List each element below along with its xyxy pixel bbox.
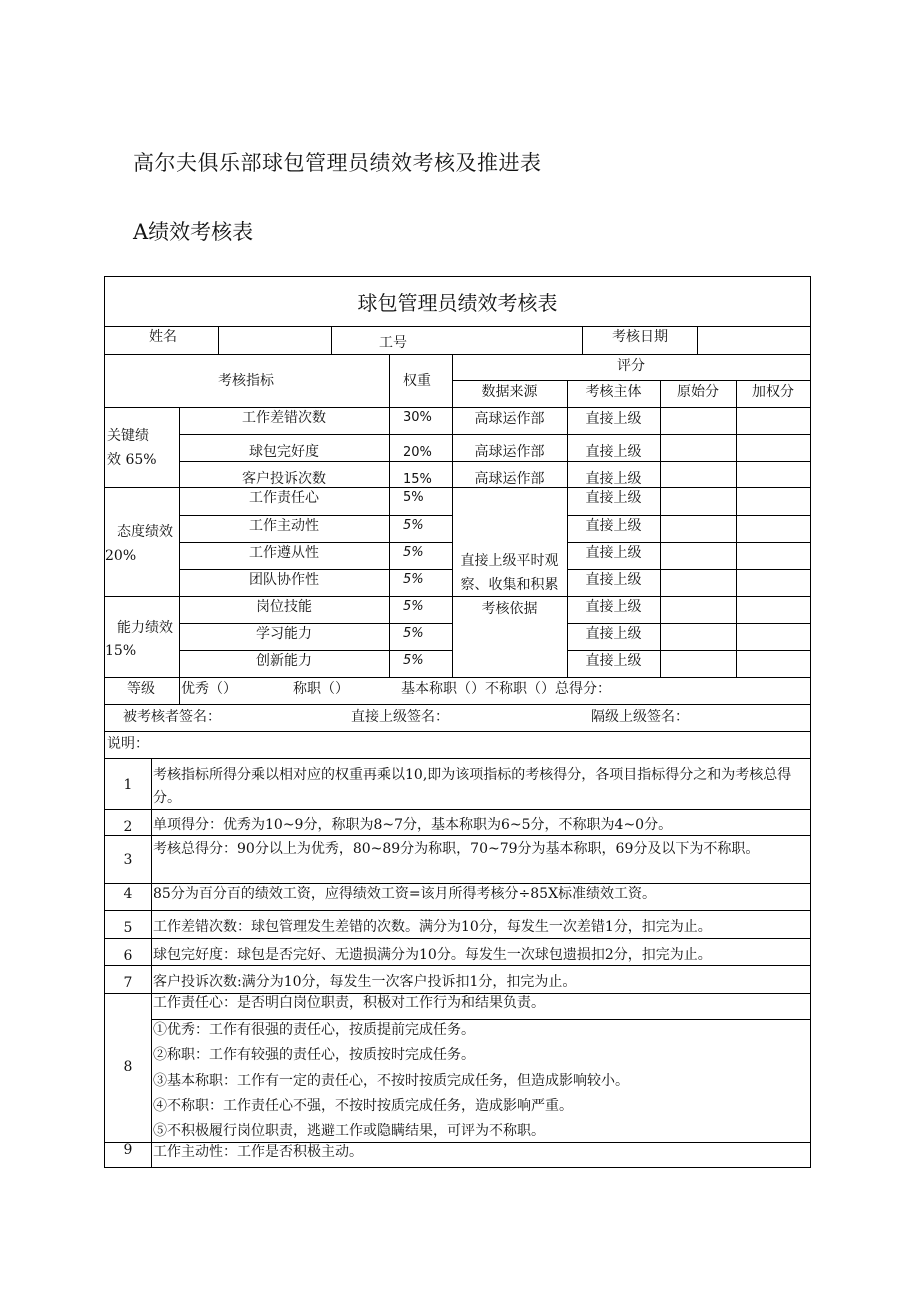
indicator-cell: 团队协作性 xyxy=(249,572,319,588)
note-text: 工作差错次数：球包管理发生差错的次数。满分为10分，每发生一次差错1分，扣完为止。 xyxy=(153,919,712,935)
header-subject: 考核主体 xyxy=(585,384,642,400)
note-text: ①优秀：工作有很强的责任心，按质提前完成任务。 xyxy=(153,1022,475,1038)
note-text: ④不称职：工作责任心不强，不按时按质完成任务，造成影响严重。 xyxy=(153,1098,573,1114)
note-number: 4 xyxy=(123,886,133,902)
employee-id-field[interactable] xyxy=(405,327,575,353)
note-number: 7 xyxy=(123,975,133,991)
weight-cell: 15% xyxy=(403,472,432,487)
subject-cell: 直接上级 xyxy=(585,444,642,460)
subject-cell: 直接上级 xyxy=(585,545,642,561)
indicator-cell: 工作差错次数 xyxy=(242,410,326,426)
weight-cell: 5% xyxy=(403,518,424,533)
subject-cell: 直接上级 xyxy=(585,572,642,588)
document-title: 高尔夫俱乐部球包管理员绩效考核及推进表 xyxy=(133,151,542,175)
group-attitude-percent: 20% xyxy=(105,548,137,564)
weight-cell: 30% xyxy=(403,410,432,425)
header-data-source: 数据来源 xyxy=(481,384,538,400)
note-text: ⑤不积极履行岗位职责，逃避工作或隐瞒结果，可评为不称职。 xyxy=(153,1123,545,1139)
note-text: 球包完好度：球包是否完好、无遗损满分为10分。每发生一次球包遗损扣2分，扣完为止。 xyxy=(153,947,712,963)
grade-basic[interactable]: 基本称职（）不称职（）总得分： xyxy=(401,681,611,697)
grade-competent[interactable]: 称职（） xyxy=(293,681,349,697)
name-value-field[interactable] xyxy=(219,327,330,353)
skip-level-signature[interactable]: 隔级上级签名： xyxy=(591,709,689,725)
note-number: 3 xyxy=(123,852,133,868)
note-text: 客户投诉次数:满分为10分，每发生一次客户投诉扣1分，扣完为止。 xyxy=(153,974,577,990)
notes-label: 说明： xyxy=(107,736,149,752)
note-number: 2 xyxy=(123,819,133,835)
merged-source-cell: 考核依据 xyxy=(481,601,538,617)
header-weight: 权重 xyxy=(403,373,431,389)
name-label: 姓名 xyxy=(149,329,177,345)
assessee-signature[interactable]: 被考核者签名： xyxy=(123,709,221,725)
source-cell: 高球运作部 xyxy=(474,471,545,487)
note-number: 5 xyxy=(123,920,133,936)
date-label: 考核日期 xyxy=(612,329,668,345)
subject-cell: 直接上级 xyxy=(585,626,642,642)
indicator-cell: 工作责任心 xyxy=(249,490,319,506)
indicator-cell: 创新能力 xyxy=(256,653,312,669)
weight-cell: 5% xyxy=(403,599,424,614)
weight-cell: 20% xyxy=(403,445,432,460)
indicator-cell: 学习能力 xyxy=(256,626,312,642)
indicator-cell: 球包完好度 xyxy=(249,444,319,460)
subject-cell: 直接上级 xyxy=(585,599,642,615)
header-indicator: 考核指标 xyxy=(218,373,274,389)
note-text: ③基本称职：工作有一定的责任心，不按时按质完成任务，但造成影响较小。 xyxy=(153,1073,629,1089)
grade-excellent[interactable]: 优秀（） xyxy=(181,681,237,697)
note-text: 工作责任心：是否明白岗位职责，积极对工作行为和结果负责。 xyxy=(153,995,545,1011)
header-score: 评分 xyxy=(617,358,645,374)
group-attitude-label: 态度绩效 xyxy=(117,524,173,540)
assessment-form xyxy=(104,276,811,1168)
weight-cell: 5% xyxy=(403,572,424,587)
note-text: ②称职：工作有较强的责任心，按质按时完成任务。 xyxy=(153,1047,475,1063)
subject-cell: 直接上级 xyxy=(585,411,642,427)
note-number: 9 xyxy=(123,1142,133,1158)
subject-cell: 直接上级 xyxy=(585,653,642,669)
note-number: 6 xyxy=(123,948,133,964)
group-ability-percent: 15% xyxy=(105,643,137,659)
subject-cell: 直接上级 xyxy=(585,471,642,487)
indicator-cell: 工作主动性 xyxy=(249,518,319,534)
weight-cell: 5% xyxy=(403,545,424,560)
note-text: 单项得分：优秀为10~9分，称职为8~7分，基本称职为6~5分，不称职为4~0分。 xyxy=(153,817,673,833)
date-field[interactable] xyxy=(698,327,809,353)
subject-cell: 直接上级 xyxy=(585,490,642,506)
indicator-cell: 工作遵从性 xyxy=(249,545,319,561)
indicator-cell: 客户投诉次数 xyxy=(242,471,326,487)
merged-source-cell: 察、收集和积累 xyxy=(460,577,559,593)
header-weighted-score: 加权分 xyxy=(752,384,794,400)
subject-cell: 直接上级 xyxy=(585,518,642,534)
weight-cell: 5% xyxy=(403,626,424,641)
group-key-label: 关键绩 xyxy=(107,428,149,444)
group-ability-label: 能力绩效 xyxy=(117,620,173,636)
direct-supervisor-signature[interactable]: 直接上级签名： xyxy=(351,709,449,725)
group-key-percent: 效 65% xyxy=(107,452,157,468)
header-raw-score: 原始分 xyxy=(677,384,719,400)
grade-label: 等级 xyxy=(127,681,155,697)
indicator-cell: 岗位技能 xyxy=(256,599,312,615)
note-text: 85分为百分百的绩效工资，应得绩效工资=该月所得考核分÷85X标准绩效工资。 xyxy=(153,886,657,902)
weight-cell: 5% xyxy=(403,653,424,668)
merged-source-cell: 直接上级平时观 xyxy=(460,553,559,569)
source-cell: 高球运作部 xyxy=(474,411,545,427)
note-text: 考核总得分：90分以上为优秀，80~89分为称职，70~79分为基本称职，69分及以下为不称职。 xyxy=(153,841,760,857)
source-cell: 高球运作部 xyxy=(474,444,545,460)
note-text: 考核指标所得分乘以相对应的权重再乘以10,即为该项指标的考核得分，各项目指标得分之和为考核总得分。 xyxy=(153,767,792,806)
note-text: 工作主动性：工作是否积极主动。 xyxy=(153,1144,363,1160)
form-title: 球包管理员绩效考核表 xyxy=(357,291,558,315)
section-title: A绩效考核表 xyxy=(133,220,254,244)
note-number: 8 xyxy=(123,1059,133,1075)
weight-cell: 5% xyxy=(403,490,424,505)
employee-id-label: 工号 xyxy=(379,335,407,351)
note-number: 1 xyxy=(123,777,133,793)
